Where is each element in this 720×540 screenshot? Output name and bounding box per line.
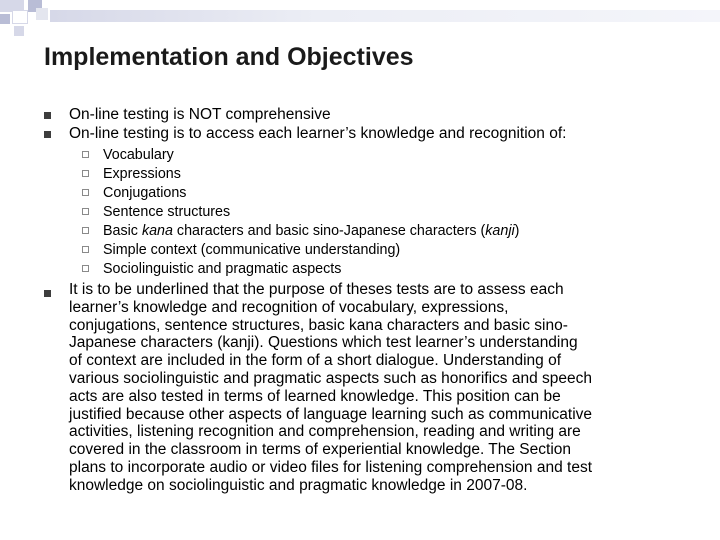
decor-band — [50, 10, 720, 22]
decor-square — [0, 14, 10, 24]
decorative-header-pattern — [0, 0, 720, 40]
hollow-square-marker — [82, 189, 89, 196]
decor-square — [36, 8, 48, 20]
paragraph-text — [69, 281, 681, 495]
square-bullet-marker — [44, 290, 51, 297]
hollow-square-marker — [82, 208, 89, 215]
paragraph-line: acts are also tested in terms of learned knowledge. This position can be — [69, 387, 561, 405]
square-bullet-marker — [44, 131, 51, 138]
sub-bullet-text: Vocabulary — [103, 147, 174, 163]
paragraph-line: of context are included in the form of a short dialogue. Understanding of — [69, 352, 561, 370]
paragraph-line: justified because other aspects of language learning such as communicative — [69, 405, 593, 423]
sub-bullet-text: Sociolinguistic and pragmatic aspects — [103, 261, 342, 277]
text-segment: characters and basic sino-Japanese characters ( — [172, 223, 486, 239]
paragraph-line: It is to be underlined that the purpose of theses tests are to assess each — [69, 281, 564, 298]
text-segment: ) — [514, 223, 520, 239]
sub-bullet-text: Expressions — [103, 166, 181, 182]
square-bullet-marker — [44, 112, 51, 119]
decor-square — [12, 10, 28, 24]
sub-bullet-text: Simple context (communicative understanding) — [103, 242, 401, 258]
sub-bullet-text: Sentence structures — [103, 204, 231, 220]
paragraph-line: conjugations, sentence structures, basic kana characters and basic sino- — [69, 316, 568, 334]
paragraph-line: activities, listening recognition and comprehension, reading and writing are — [69, 423, 581, 441]
paragraph-line: Japanese characters (kanji). Questions which test learner’s understanding — [69, 334, 578, 352]
bullet-text: On-line testing is to access each learner’s knowledge and recognition of: — [69, 125, 567, 142]
hollow-square-marker — [82, 151, 89, 158]
paragraph-line: covered in the classroom in terms of experiential knowledge. The Section — [69, 441, 572, 459]
slide-title: Implementation and Objectives — [44, 43, 414, 71]
hollow-square-marker — [82, 246, 89, 253]
sub-bullet-text — [103, 222, 519, 241]
paragraph-line: knowledge on sociolinguistic and pragmatic knowledge in 2007-08. — [69, 476, 528, 494]
kanji-term: kanji — [485, 223, 515, 239]
hollow-square-marker — [82, 170, 89, 177]
paragraph-line: various sociolinguistic and pragmatic aspects such as honorifics and speech — [69, 369, 592, 387]
hollow-square-marker — [82, 227, 89, 234]
sub-bullet-text: Conjugations — [103, 185, 187, 201]
decor-square — [14, 26, 24, 36]
kana-term: kana — [141, 223, 173, 239]
hollow-square-marker — [82, 265, 89, 272]
paragraph-line: plans to incorporate audio or video files for listening comprehension and test — [69, 458, 593, 476]
text-segment: Basic — [103, 223, 142, 239]
bullet-text: On-line testing is NOT comprehensive — [69, 106, 331, 123]
paragraph-line: learner’s knowledge and recognition of vocabulary, expressions, — [69, 298, 509, 316]
